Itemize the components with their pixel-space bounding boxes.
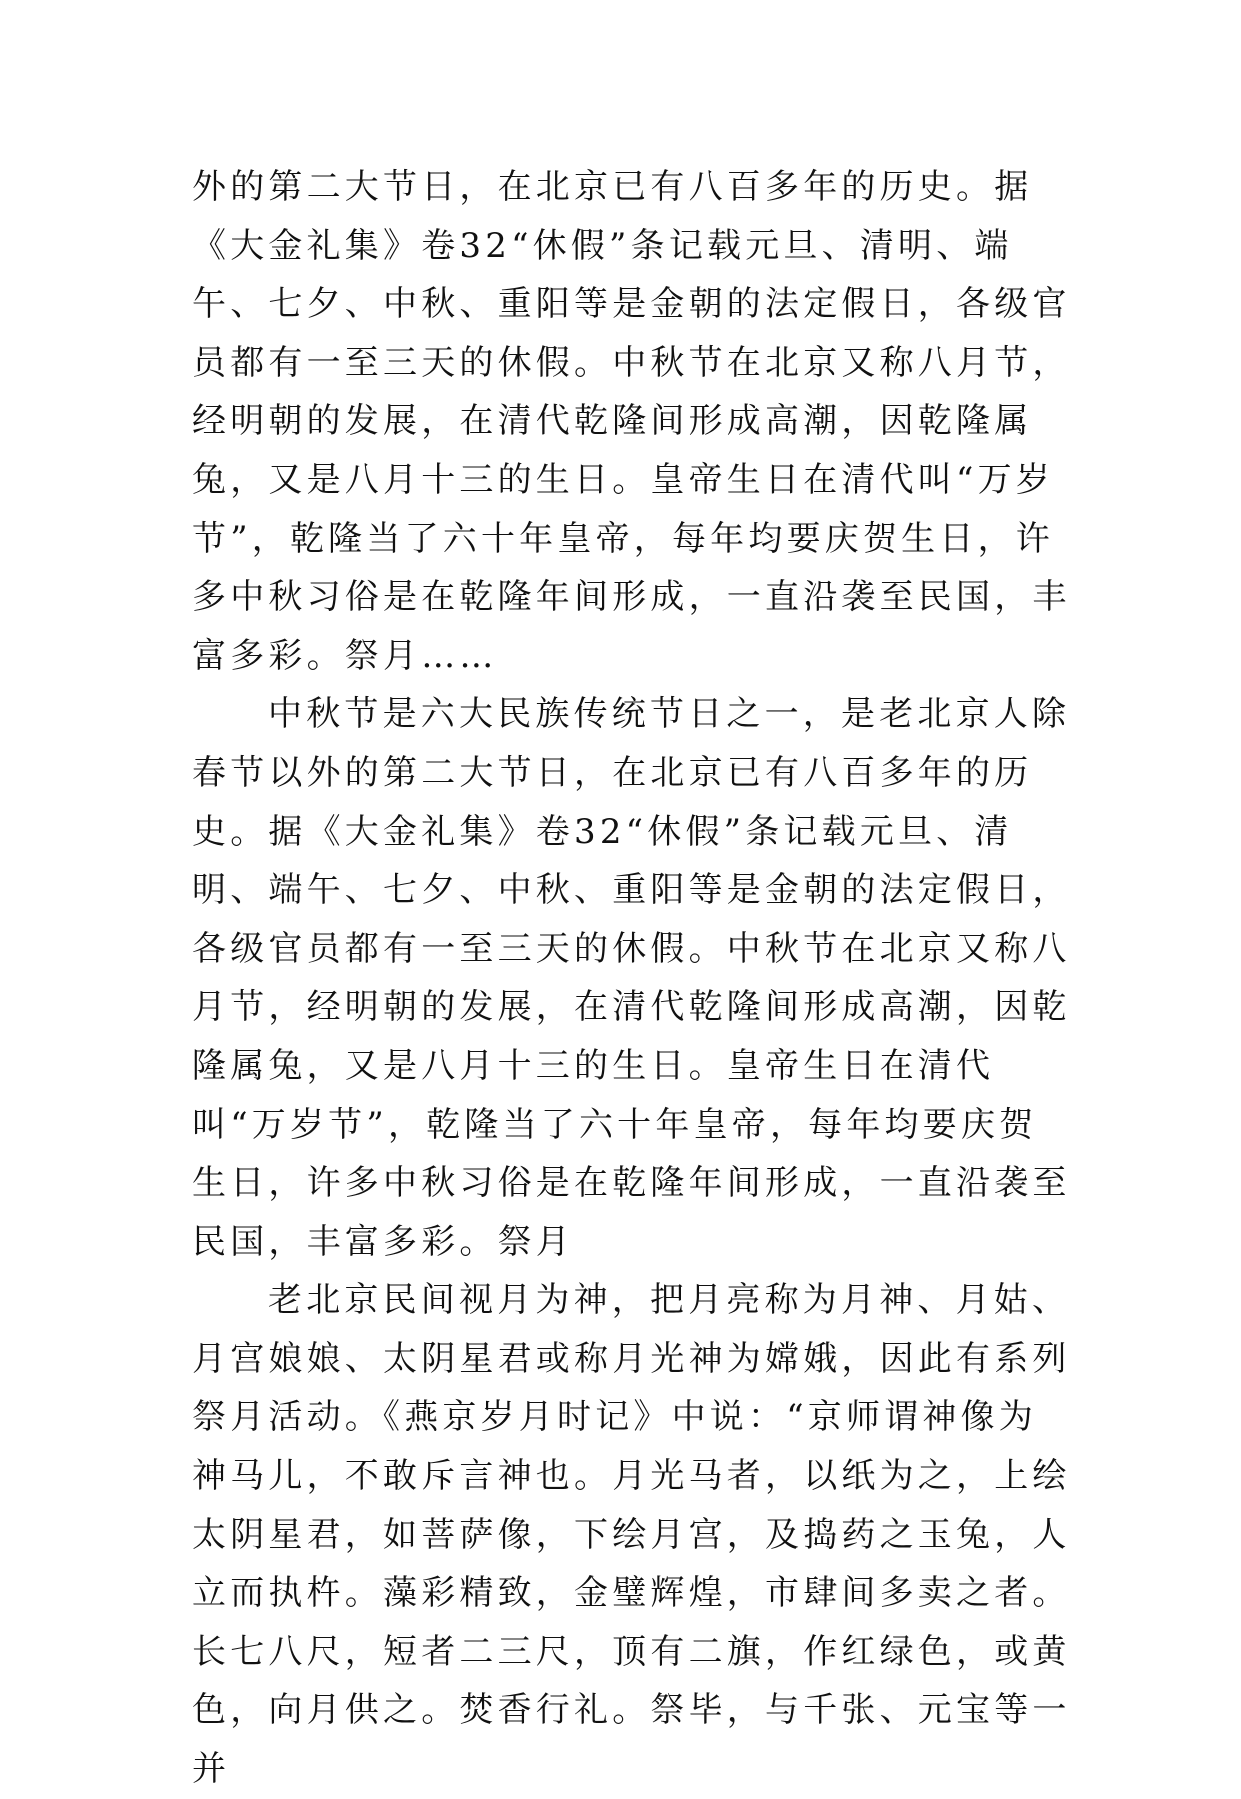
- paragraph-mid-autumn-history: 中秋节是六大民族传统节日之一，是老北京人除春节以外的第二大节日，在北京已有八百多年的历史。据《大金礼集》卷32“休假”条记载元旦、清明、端午、七夕、中秋、重阳等是金朝的法定假日，各级官员都有一至三天的休假。中秋节在北京又称八月节，经明朝的发展，在清代乾隆间形成高潮，因乾隆属兔，又是八月十三的生日。皇帝生日在清代叫“万岁节”，乾隆当了六十年皇帝，每年均要庆贺生日，许多中秋习俗是在乾隆年间形成，一直沿袭至民国，丰富多彩。祭月: [192, 694, 1071, 1262]
- paragraph-moon-worship: 老北京民间视月为神，把月亮称为月神、月姑、月宫娘娘、太阴星君或称月光神为嫦娥，因此有系列祭月活动。《燕京岁月时记》中说：“京师谓神像为神马儿，不敢斥言神也。月光马者，以纸为之，上绘太阴星君，如菩萨像，下绘月宫，及捣药之玉兔，人立而执杵。藻彩精致，金璧辉煌，市肆间多卖之者。长七八尺，短者二三尺，顶有二旗，作红绿色，或黄色，向月供之。焚香行礼。祭毕，与千张、元宝等一并: [192, 1280, 1071, 1790]
- document-body: [192, 158, 1072, 1799]
- paragraph-continued: 外的第二大节日，在北京已有八百多年的历史。据《大金礼集》卷32“休假”条记载元旦、清明、端午、七夕、中秋、重阳等是金朝的法定假日，各级官员都有一至三天的休假。中秋节在北京又称八月节，经明朝的发展，在清代乾隆间形成高潮，因乾隆属兔，又是八月十三的生日。皇帝生日在清代叫“万岁节”，乾隆当了六十年皇帝，每年均要庆贺生日，许多中秋习俗是在乾隆年间形成，一直沿袭至民国，丰富多彩。祭月……: [192, 167, 1071, 676]
